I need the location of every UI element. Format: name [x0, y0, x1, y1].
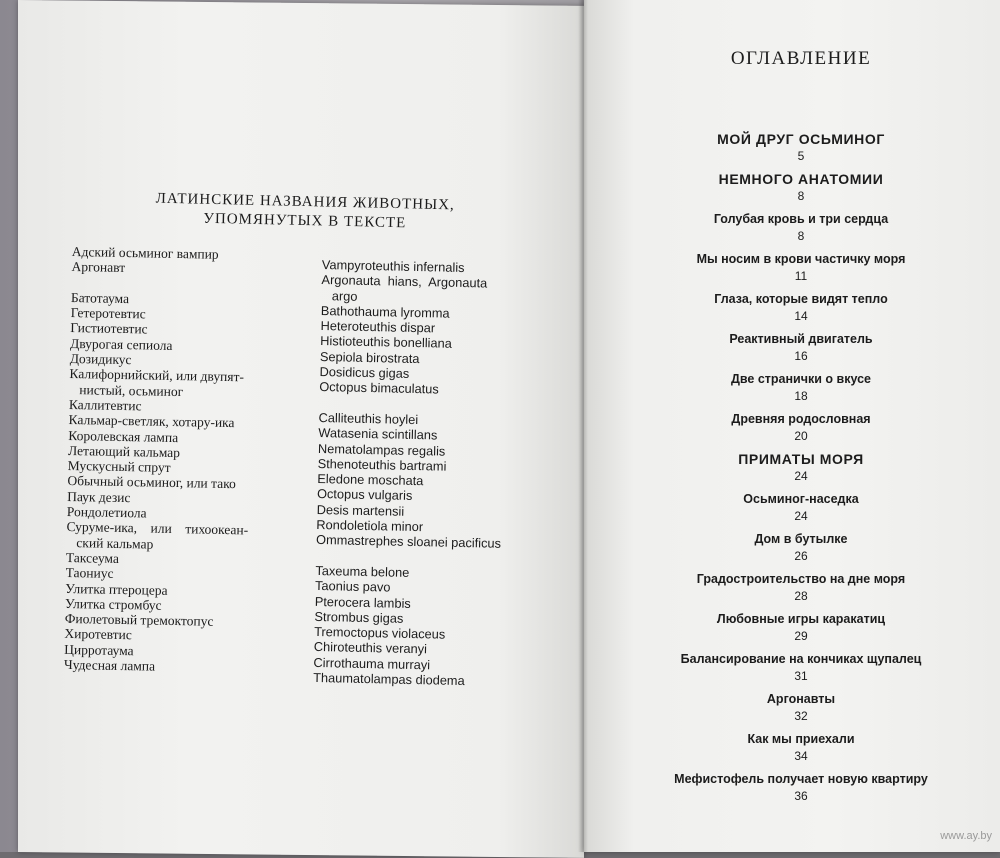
- toc-entry-page: 20: [794, 429, 808, 443]
- russian-name: нистый, осьминог: [69, 381, 184, 399]
- toc-entry-page: 5: [797, 149, 805, 163]
- russian-name: Дозидикус: [69, 351, 132, 368]
- toc-entry-title: Голубая кровь и три сердца: [713, 212, 889, 226]
- russian-name: Мускусный спрут: [67, 458, 171, 476]
- latin-name: Dosidicus gigas: [319, 364, 410, 381]
- latin-name: Desis martensii: [316, 501, 405, 519]
- russian-name: Таксеума: [65, 549, 120, 566]
- russian-name: Кальмар-светляк, хотару-ика: [68, 412, 235, 431]
- latin-name: Sthenoteuthis bartrami: [317, 455, 447, 474]
- russian-name: Каллитевтис: [68, 396, 142, 414]
- toc-entry: [636, 611, 966, 644]
- latin-name: Taxeuma belone: [315, 562, 410, 580]
- latin-name: Ommastrephes sloanei pacificus: [315, 532, 502, 552]
- russian-name: Улитка стромбус: [64, 595, 162, 613]
- russian-name: Гетеротевтис: [70, 305, 146, 322]
- russian-name: Калифорнийский, или двупят-: [69, 366, 245, 385]
- latin-name: Watasenia scintillans: [318, 425, 438, 443]
- russian-name: Батотаума: [70, 289, 130, 306]
- russian-name: ский кальмар: [66, 534, 154, 552]
- latin-names-heading-line2: УПОМЯНУТЫХ В ТЕКСТЕ: [203, 210, 407, 232]
- latin-name: Rondoletiola minor: [316, 516, 424, 535]
- latin-name: Pterocera lambis: [314, 593, 411, 611]
- latin-name: Heteroteuthis dispar: [320, 318, 436, 336]
- latin-names-heading-line1: ЛАТИНСКИЕ НАЗВАНИЯ ЖИВОТНЫХ,: [155, 190, 455, 214]
- toc-entry-title: Градостроительство на дне моря: [696, 572, 906, 586]
- toc-entry: [636, 531, 966, 564]
- russian-name: Фиолетовый тремоктопус: [64, 611, 214, 629]
- toc-entry: [636, 731, 966, 764]
- latin-name: Bathothauma lyromma: [320, 302, 450, 321]
- russian-name: Чудесная лампа: [63, 656, 156, 674]
- latin-name: Strombus gigas: [314, 608, 404, 626]
- russian-name: Гистиотевтис: [70, 320, 148, 337]
- russian-names-column: [64, 244, 292, 676]
- toc-entry: [636, 571, 966, 604]
- latin-names-heading: [150, 189, 461, 234]
- latin-name: Cirrothauma murrayi: [313, 654, 431, 673]
- latin-name: Vampyroteuthis infernalis: [321, 257, 465, 275]
- toc-entry-title: Мефистофель получает новую квартиру: [674, 772, 928, 786]
- latin-name: Octopus bimaculatus: [319, 379, 439, 397]
- book-spine: [578, 0, 588, 852]
- toc-entry-title: Как мы приехали: [747, 732, 855, 746]
- latin-name: Taonius pavo: [314, 578, 391, 595]
- toc-entry-title: Реактивный двигатель: [729, 332, 873, 346]
- toc-entry-page: 16: [794, 349, 808, 363]
- toc-entry-page: 8: [797, 189, 805, 203]
- toc-entry: [636, 371, 966, 404]
- toc-entry-title: Древняя родословная: [731, 412, 871, 426]
- watermark: www.ay.by: [940, 830, 992, 842]
- toc-entry-page: 18: [794, 389, 808, 403]
- latin-name: Octopus vulgaris: [316, 486, 413, 504]
- latin-name: Eledone moschata: [317, 471, 424, 489]
- toc-entry-page: 14: [794, 309, 808, 323]
- toc-entry: [636, 491, 966, 524]
- toc-entry: [636, 411, 966, 444]
- toc-entry-page: 31: [794, 669, 808, 683]
- toc-entry: [636, 651, 966, 684]
- toc-entry-title: Любовные игры каракатиц: [716, 612, 886, 626]
- latin-name: Tremoctopus violaceus: [313, 624, 446, 642]
- russian-name: Аргонавт: [71, 259, 126, 276]
- toc-entry-title: НЕМНОГО АНАТОМИИ: [718, 171, 884, 187]
- toc-entry: [636, 771, 966, 804]
- russian-name: Цирротаума: [64, 641, 134, 658]
- toc-entry-title: Две странички о вкусе: [730, 372, 871, 386]
- latin-name: Chiroteuthis veranyi: [313, 639, 428, 657]
- toc-entry-page: 24: [794, 509, 808, 523]
- toc-entry-title: Аргонавты: [766, 692, 836, 706]
- russian-name: Рондолетиола: [66, 503, 147, 521]
- russian-name: Хиротевтис: [64, 626, 132, 643]
- russian-name: Улитка птероцера: [65, 580, 168, 598]
- latin-name: Calliteuthis hoylei: [318, 409, 419, 428]
- toc-entry-title: Балансирование на кончиках щупалец: [680, 652, 922, 666]
- russian-name: Летающий кальмар: [67, 442, 181, 460]
- toc-entry: [636, 251, 966, 284]
- russian-name: Обычный осьминог, или тако: [67, 473, 236, 492]
- toc-entry: [636, 691, 966, 724]
- toc-entry-title: МОЙ ДРУГ ОСЬМИНОГ: [717, 131, 885, 147]
- toc-entry-page: 11: [794, 269, 808, 283]
- russian-name: Суруме-ика, или тихоокеан-: [66, 519, 249, 538]
- russian-name: Двурогая сепиола: [69, 335, 173, 353]
- toc-entry-page: 26: [794, 549, 808, 563]
- toc-entry-page: 28: [794, 589, 808, 603]
- latin-name: argo: [321, 287, 358, 304]
- latin-name: Sepiola birostrata: [319, 348, 420, 366]
- toc-entry-page: 32: [794, 709, 808, 723]
- latin-name: Thaumatolampas diodema: [313, 669, 465, 689]
- russian-name: Таониус: [65, 565, 114, 582]
- toc-entry-title: Осьминог-наседка: [743, 492, 859, 506]
- toc-entry-page: 29: [794, 629, 808, 643]
- latin-name: Histioteuthis bonelliana: [320, 333, 452, 352]
- toc-entry-page: 36: [794, 789, 808, 803]
- toc-entry: [636, 291, 966, 324]
- table-of-contents: [636, 131, 966, 811]
- toc-entry-page: 8: [797, 229, 805, 243]
- latin-name: Argonauta hians, Argonauta: [321, 272, 488, 291]
- russian-name: Адский осьминог вампир: [71, 244, 219, 262]
- toc-entry-title: Глаза, которые видят тепло: [714, 292, 888, 306]
- toc-entry: [636, 131, 966, 164]
- russian-name: Королевская лампа: [68, 427, 179, 445]
- toc-entry-page: 34: [794, 749, 808, 763]
- toc-entry-page: 24: [794, 469, 808, 483]
- russian-name: Паук дезис: [67, 488, 131, 505]
- latin-name: Nematolampas regalis: [317, 440, 446, 459]
- toc-entry-title: Дом в бутылке: [754, 532, 848, 546]
- toc-entry: [636, 451, 966, 484]
- toc-entry: [636, 211, 966, 244]
- toc-entry: [636, 331, 966, 364]
- toc-entry-title: Мы носим в крови частичку моря: [696, 252, 906, 266]
- toc-entry-title: ПРИМАТЫ МОРЯ: [738, 451, 864, 467]
- toc-entry: [636, 171, 966, 204]
- toc-heading: ОГЛАВЛЕНИЕ: [730, 48, 872, 69]
- latin-names-column: [313, 257, 532, 690]
